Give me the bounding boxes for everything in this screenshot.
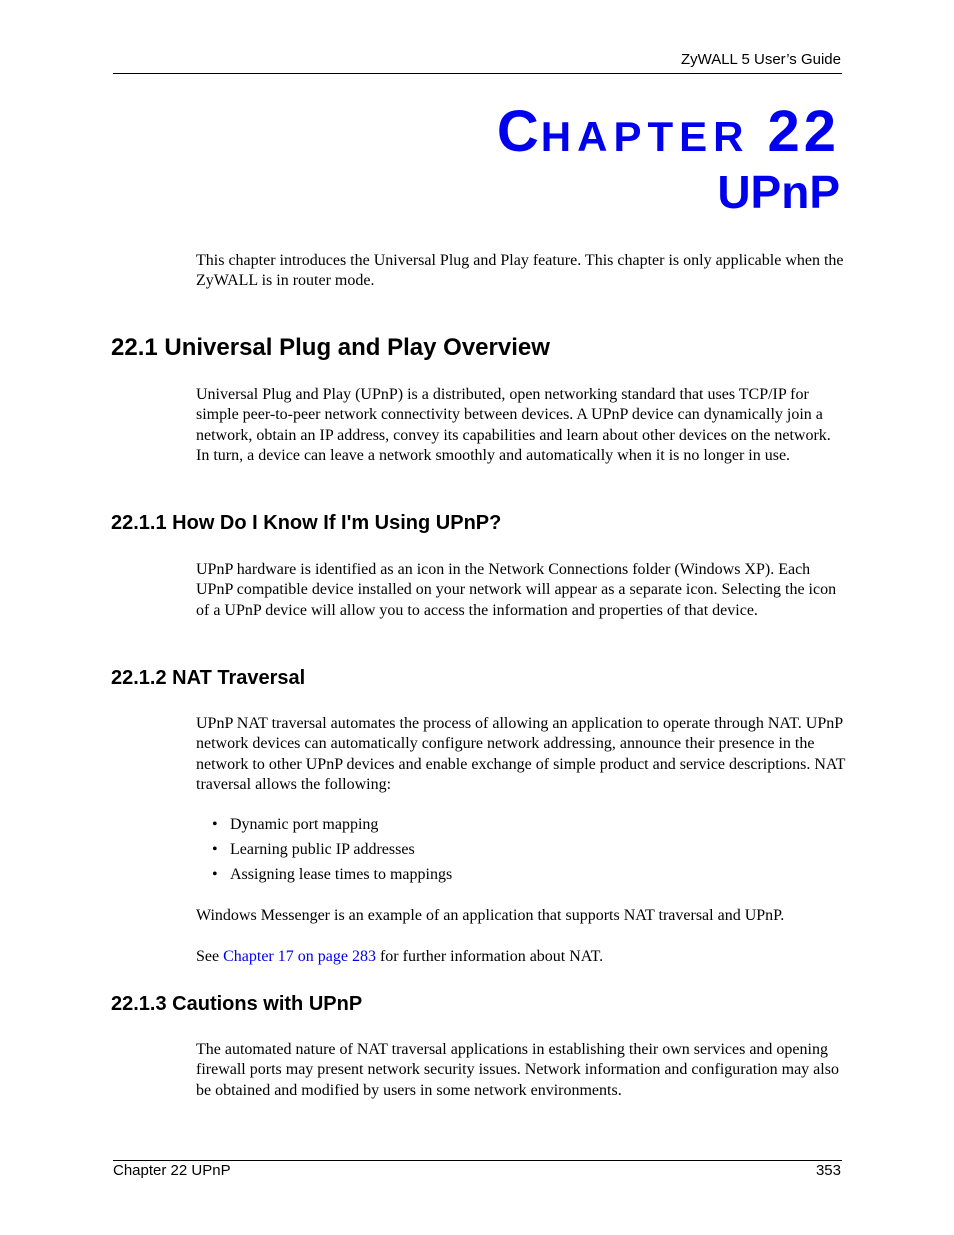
chapter-17-link[interactable]: Chapter 17 on page 283: [223, 948, 376, 965]
intro-paragraph: This chapter introduces the Universal Plug and Play feature. This chapter is only applicable when the ZyWALL is in router mode.: [196, 252, 844, 290]
chapter-number: 22: [767, 99, 840, 164]
section-heading-22-1-1: 22.1.1 How Do I Know If I'm Using UPnP?: [111, 512, 502, 534]
messenger-note: Windows Messenger is an example of an application that supports NAT traversal and UPnP.: [196, 907, 785, 924]
bullet-icon: •: [212, 866, 218, 883]
section-22-1-1-paragraph: UPnP hardware is identified as an icon in the Network Connections folder (Windows XP). Each UPnP compatible device installed on your network will appear as a separate icon. Selecting the icon of a UPnP device will allow you to access the information and properties of that device.: [196, 561, 837, 619]
section-heading-22-1-2: 22.1.2 NAT Traversal: [111, 667, 306, 689]
section-22-1-paragraph: Universal Plug and Play (UPnP) is a distributed, open networking standard that uses TCP/IP for simple peer-to-peer network connectivity between devices. A UPnP device can dynamically join a network, obtain an IP address, convey its capabilities and learn about other devices on the network. In turn, a device can leave a network smoothly and automatically when it is no longer in use.: [196, 386, 831, 464]
section-heading-22-1-3: 22.1.3 Cautions with UPnP: [111, 993, 363, 1015]
chapter-label-rest: HAPTER: [540, 113, 750, 160]
bullet-icon: •: [212, 841, 218, 858]
chapter-heading: [0, 96, 840, 217]
list-item: • Dynamic port mapping: [212, 816, 379, 833]
chapter-label: [0, 96, 840, 173]
list-item: • Learning public IP addresses: [212, 841, 415, 858]
header-rule: [113, 73, 842, 74]
section-22-1-2-paragraph: UPnP NAT traversal automates the process of allowing an application to operate through NAT. UPnP network devices can automatically configure network addressing, announce their presence in the network to other UPnP devices and enable exchange of simple product and service descriptions. NAT traversal allows the following:: [196, 715, 846, 793]
footer-rule: [113, 1160, 842, 1161]
see-also-paragraph: See Chapter 17 on page 283 for further information about NAT.: [196, 948, 604, 965]
page-number: 353: [815, 1162, 841, 1179]
footer-chapter-label: Chapter 22 UPnP: [113, 1162, 231, 1179]
list-item: • Assigning lease times to mappings: [212, 866, 453, 883]
bullet-icon: •: [212, 816, 218, 833]
running-header: ZyWALL 5 User’s Guide: [680, 51, 841, 68]
chapter-label-initial: C: [496, 99, 541, 164]
section-heading-22-1: 22.1 Universal Plug and Play Overview: [111, 334, 550, 361]
chapter-title: UPnP: [717, 166, 840, 218]
section-22-1-3-paragraph: The automated nature of NAT traversal applications in establishing their own services and opening firewall ports may present network security issues. Network information and configuration may also be obtained and modified by users in some network environments.: [196, 1041, 839, 1099]
